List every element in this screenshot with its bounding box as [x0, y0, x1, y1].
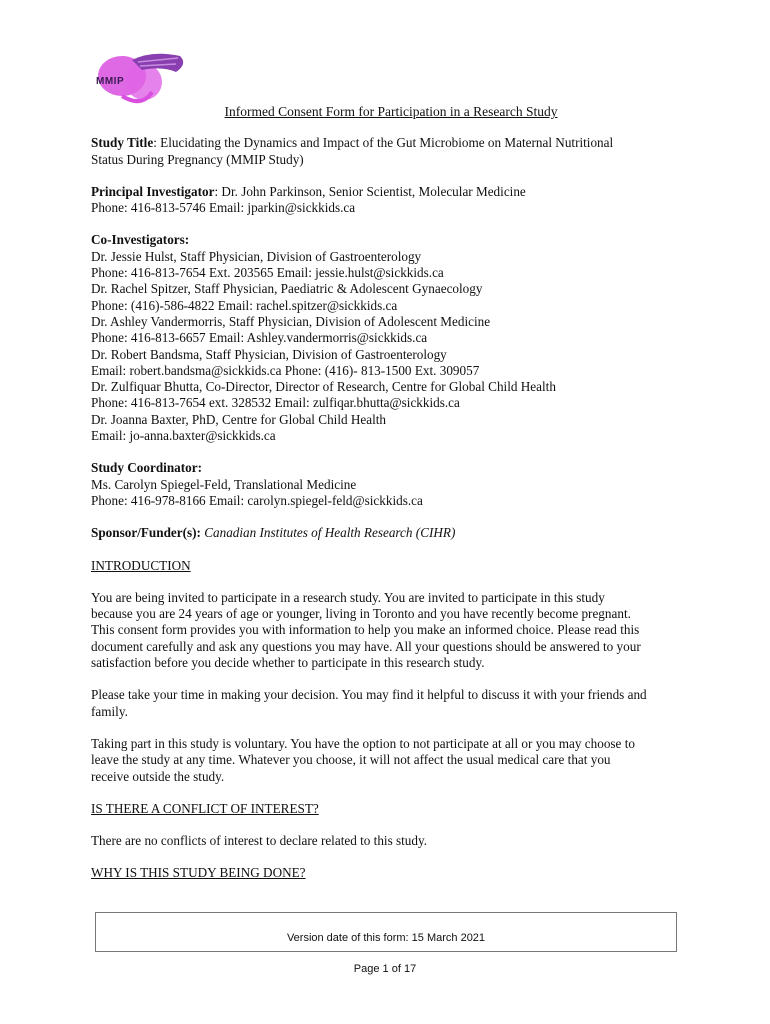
study-title-line-1: : Elucidating the Dynamics and Impact of the Gut Microbiome on Maternal Nutritional: [153, 135, 614, 151]
pi-label: Principal Investigator: [91, 183, 215, 199]
paragraph-line: document carefully and ask any questions you may have. All your questions should be answered to your: [91, 638, 641, 654]
sponsor-label: Sponsor/Funder(s):: [91, 525, 201, 541]
co-investigator-line: Phone: 416-813-6657 Email: Ashley.vandermorris@sickkids.ca: [91, 330, 428, 346]
study-title-block: [91, 135, 691, 168]
principal-investigator-block: [91, 184, 691, 217]
page-number: Page 1 of 17: [353, 963, 417, 975]
paragraph-line: satisfaction before you decide whether to participate in this research study.: [91, 655, 485, 671]
conflict-paragraph: [91, 833, 691, 849]
intro-paragraph-1: [91, 590, 691, 671]
paragraph-line: receive outside the study.: [91, 768, 225, 784]
co-investigator-line: Dr. Robert Bandsma, Staff Physician, Division of Gastroenterology: [91, 346, 447, 362]
co-investigator-line: Phone: 416-813-7654 ext. 328532 Email: zulfiqar.bhutta@sickkids.ca: [91, 395, 460, 411]
study-title-line-2: Status During Pregnancy (MMIP Study): [91, 151, 304, 167]
sponsor-value: Canadian Institutes of Health Research (CIHR): [204, 525, 456, 541]
logo-text: MMIP: [96, 76, 125, 87]
paragraph-line: Taking part in this study is voluntary. You have the option to not participate at all or you may choose to: [91, 735, 635, 751]
form-title: Informed Consent Form for Participation in a Research Study: [224, 104, 558, 119]
paragraph-line: because you are 24 years of age or younger, living in Toronto and you have recently become pregnant.: [91, 606, 631, 622]
co-investigator-line: Dr. Jessie Hulst, Staff Physician, Division of Gastroenterology: [91, 248, 422, 264]
co-investigator-line: Phone: 416-813-7654 Ext. 203565 Email: jessie.hulst@sickkids.ca: [91, 265, 444, 281]
pi-line-2: Phone: 416-813-5746 Email: jparkin@sickkids.ca: [91, 200, 356, 216]
intro-paragraph-3: [91, 736, 691, 785]
paragraph-line: This consent form provides you with information to help you make an informed choice. Please read this: [91, 622, 640, 638]
version-footer-box: [95, 912, 677, 952]
document-content: [91, 104, 691, 898]
intro-heading: INTRODUCTION: [91, 557, 191, 573]
co-investigator-line: Email: robert.bandsma@sickkids.ca Phone: (416)- 813-1500 Ext. 309057: [91, 362, 480, 378]
co-investigator-line: Dr. Zulfiquar Bhutta, Co-Director, Director of Research, Centre for Global Child Health: [91, 379, 556, 395]
coordinator-line: Phone: 416-978-8166 Email: carolyn.spiegel-feld@sickkids.ca: [91, 492, 423, 508]
study-title-label: Study Title: [91, 135, 154, 151]
coordinator-line: Ms. Carolyn Spiegel-Feld, Translational Medicine: [91, 476, 357, 492]
paragraph-line: Please take your time in making your decision. You may find it helpful to discuss it with your friends and: [91, 687, 647, 703]
conflict-heading-block: [91, 801, 691, 817]
conflict-text: There are no conflicts of interest to declare related to this study.: [91, 833, 428, 849]
co-investigator-line: Email: jo-anna.baxter@sickkids.ca: [91, 428, 276, 444]
intro-paragraph-2: [91, 687, 691, 720]
study-coordinator-block: [91, 460, 691, 509]
why-heading: WHY IS THIS STUDY BEING DONE?: [91, 865, 306, 881]
co-investigators-label: Co-Investigators:: [91, 232, 190, 248]
conflict-heading: IS THERE A CONFLICT OF INTEREST?: [91, 800, 319, 816]
mmip-logo: [92, 46, 192, 108]
co-investigator-line: Phone: (416)-586-4822 Email: rachel.spitzer@sickkids.ca: [91, 297, 398, 313]
intro-heading-block: [91, 558, 691, 574]
paragraph-line: leave the study at any time. Whatever you choose, it will not affect the usual medical care that you: [91, 752, 611, 768]
paragraph-line: family.: [91, 703, 128, 719]
co-investigator-line: Dr. Rachel Spitzer, Staff Physician, Paediatric & Adolescent Gynaecology: [91, 281, 483, 297]
version-date: Version date of this form: 15 March 2021: [286, 932, 486, 944]
pi-line-1: : Dr. John Parkinson, Senior Scientist, Molecular Medicine: [214, 183, 526, 199]
sponsor-block: [91, 525, 691, 541]
why-heading-block: [91, 865, 691, 881]
coordinator-label: Study Coordinator:: [91, 460, 203, 476]
co-investigator-line: Dr. Ashley Vandermorris, Staff Physician, Division of Adolescent Medicine: [91, 313, 491, 329]
co-investigator-line: Dr. Joanna Baxter, PhD, Centre for Global Child Health: [91, 411, 387, 427]
paragraph-line: You are being invited to participate in a research study. You are invited to participate in this study: [91, 589, 605, 605]
co-investigators-block: [91, 232, 691, 444]
